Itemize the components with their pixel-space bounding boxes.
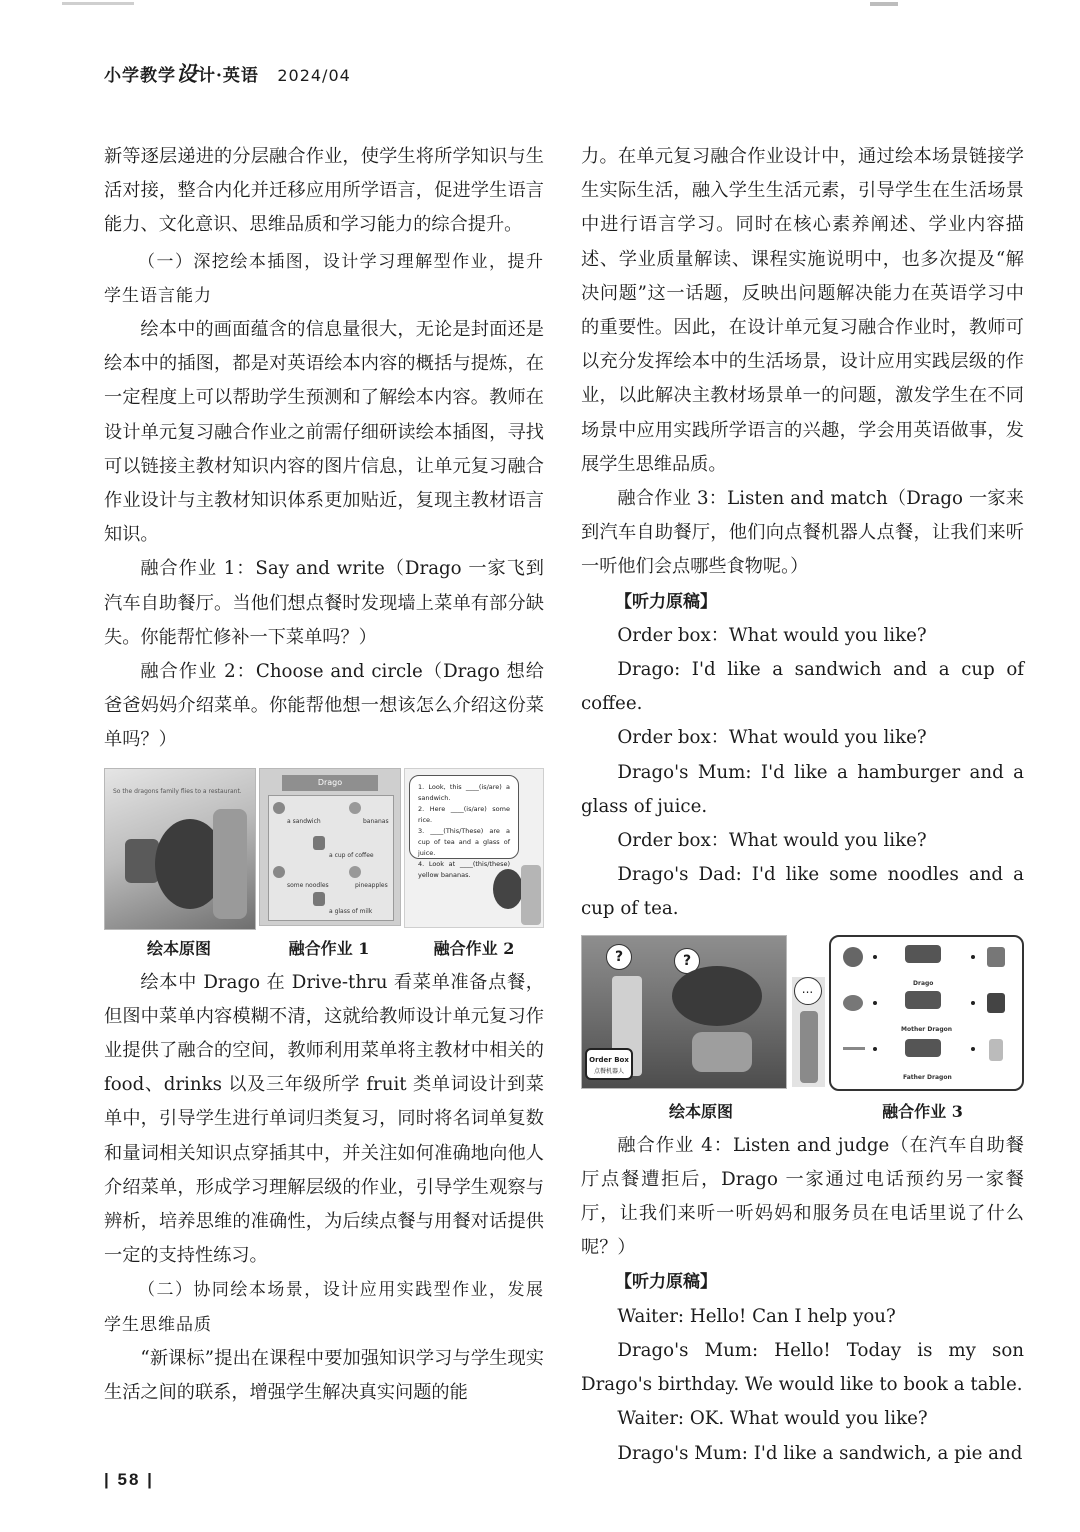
figure-right	[581, 935, 1024, 1091]
thought-bubble: ...	[794, 977, 822, 1005]
dialog-line: Waiter: OK. What would you like?	[617, 1408, 928, 1430]
paragraph: “新课标”提出在课程中要加强知识学习与学生现实生活之间的联系，增强学生解决真实问题的能	[104, 1347, 544, 1404]
food-icon	[843, 995, 863, 1011]
drago-photo	[905, 945, 941, 963]
figure-right-captions	[581, 1091, 1024, 1129]
menu-sign: Drago	[282, 775, 378, 791]
script-label: 【听力原稿】	[615, 591, 717, 612]
menu-wall-shape	[213, 809, 247, 919]
question-mark: ?	[674, 948, 700, 974]
paragraph: 新等逐层递进的分层融合作业，使学生将所学知识与生活对接，整合内化并迁移应用所学语言，促进学生语言能力、文化意识、思维品质和学习能力的综合提升。	[104, 146, 544, 236]
picture-book-image	[104, 768, 256, 930]
fruit-icon	[349, 802, 361, 814]
figure-left-captions	[104, 928, 544, 966]
drink-icon	[313, 892, 325, 906]
menu-item: some noodles	[287, 881, 329, 889]
menu-wall-shape	[521, 865, 541, 925]
running-header	[104, 58, 351, 88]
match-label: Mother Dragon	[901, 1025, 953, 1033]
image-top-text: So the dragons family flies to a restaurant.	[113, 787, 242, 795]
task-1: 融合作业 1：Say and write（Drago 一家飞到汽车自助餐厅。当他们想点餐时发现墙上菜单有部分缺失。你能帮忙修补一下菜单吗？）	[104, 558, 544, 648]
menu-item: a glass of milk	[329, 907, 373, 915]
paragraph: 绘本中 Drago 在 Drive-thru 看菜单准备点餐，但图中菜单内容模糊不清，这就给教师设计单元复习作业提供了融合的空间，教师利用菜单将主教材中相关的 food、drinks 以及三年级所学 fruit 类单词设计到菜单中，引导学生进行单词归类复习，同时将名词单复数和量词相关知识点穿插其中，并关注如何准确地向他人介绍菜单，形成学习理解层级的作业，引导学生观察与辨析，培养思维的准确性，为后续点餐与用餐对话提供一定的支持性练习。	[104, 971, 544, 1267]
fruit-icon	[349, 866, 361, 878]
paragraph: 绘本中的画面蕴含的信息量很大，无论是封面还是绘本中的插图，都是对英语绘本内容的概括与提炼，在一定程度上可以帮助学生预测和了解绘本内容。教师在设计单元复习融合作业之前需仔细研读绘本插图，寻找可以链接主教材知识内容的图片信息，让单元复习融合作业设计与主教材知识体系更加贴近，复现主教材语言知识。	[104, 319, 544, 546]
food-icon	[843, 1047, 865, 1050]
figure-caption: 融合作业 1	[288, 938, 370, 958]
dialog-line: Order box：What would you like?	[617, 624, 927, 646]
drink-icon	[313, 836, 325, 850]
food-icon	[273, 802, 285, 814]
figure-caption: 融合作业 3	[882, 1101, 963, 1121]
match-dot	[971, 1047, 975, 1051]
top-edge-mark	[870, 2, 898, 6]
question-mark: ?	[606, 944, 632, 970]
drink-icon	[987, 947, 1005, 967]
mother-dragon-photo	[905, 991, 941, 1009]
dialog-line: Order box：What would you like?	[617, 727, 927, 749]
dialog-line: Drago: I'd like a sandwich and a cup of coffee.	[581, 659, 1024, 715]
top-edge-line	[62, 2, 134, 5]
issue-date: 2024/04	[277, 66, 351, 85]
section-heading-2: （二）协同绘本场景，设计应用实践型作业，发展学生思维品质	[104, 1280, 544, 1335]
dialog-line: Waiter: Hello! Can I help you?	[617, 1305, 896, 1327]
speech-bubble	[409, 775, 519, 879]
magazine-subject: 计·英语	[198, 66, 259, 86]
dialog-line: Drago's Mum: Hello! Today is my son Drago's birthday. We would like to book a table.	[581, 1339, 1024, 1396]
order-box-cn: 点餐机器人	[593, 1067, 624, 1075]
drink-icon	[987, 993, 1005, 1013]
bubble-line: 4. Look at ____(this/these) yellow bananas.	[418, 859, 510, 879]
robot-shape	[800, 1011, 818, 1083]
figure-caption: 绘本原图	[668, 1101, 733, 1121]
match-dot	[971, 1001, 975, 1005]
car-shape	[125, 839, 159, 883]
match-dot	[971, 955, 975, 959]
drink-icon	[989, 1039, 1003, 1061]
task-2: 融合作业 2：Choose and circle（Drago 想给爸爸妈妈介绍菜单。你能帮他想一想该怎么介绍这份菜单吗？）	[104, 661, 544, 751]
menu-item: a cup of coffee	[329, 851, 374, 859]
task-2-image	[404, 768, 544, 928]
food-icon	[273, 866, 285, 878]
dragon-shape	[672, 966, 762, 1026]
dialog-line: Drago's Mum: I'd like a hamburger and a glass of juice.	[581, 761, 1024, 817]
task-4: 融合作业 4：Listen and judge（在汽车自助餐厅点餐遭拒后，Drago 一家通过电话预约另一家餐厅，让我们来听一听妈妈和服务员在电话里说了什么呢？）	[581, 1134, 1024, 1259]
script-label: 【听力原稿】	[615, 1272, 717, 1293]
food-icon	[843, 947, 863, 967]
match-label: Father Dragon	[903, 1073, 952, 1081]
order-box-label	[585, 1048, 633, 1080]
section-heading-1: （一）深挖绘本插图，设计学习理解型作业，提升学生语言能力	[104, 251, 544, 306]
magazine-name: 小学教学	[104, 66, 176, 86]
page-number: | 58 |	[104, 1470, 154, 1489]
match-dot	[873, 1047, 877, 1051]
father-dragon-photo	[905, 1039, 941, 1057]
dragon-shape	[493, 869, 523, 909]
menu-item: bananas	[363, 817, 389, 825]
paragraph: 力。在单元复习融合作业设计中，通过绘本场景链接学生实际生活，融入学生生活元素，引导学生在生活场景中进行语言学习。同时在核心素养阐述、学业内容描述、学业质量解读、课程实施说明中，也多次提及“解决问题”这一话题，反映出问题解决能力在英语学习中的重要性。因此，在设计单元复习融合作业时，教师可以充分发挥绘本中的生活场景，设计应用实践层级的作业，以此解决主教材场景单一的问题，激发学生在不同场景中应用实践所学语言的兴趣，学会用英语做事，发展学生思维品质。	[581, 146, 1024, 475]
bubble-line: 3. ____(This/These) are a cup of tea and a glass of juice.	[418, 826, 510, 857]
bubble-line: 1. Look, this ____(is/are) a sandwich.	[418, 782, 510, 802]
dialog-line: Drago's Dad: I'd like some noodles and a cup of tea.	[581, 864, 1024, 920]
menu-card	[268, 795, 394, 921]
figure-left	[104, 768, 544, 928]
left-column	[104, 140, 544, 1410]
right-column	[581, 140, 1024, 1471]
menu-item: pineapples	[355, 881, 388, 889]
figure-caption: 融合作业 2	[433, 938, 515, 958]
picture-book-image-2	[581, 935, 787, 1089]
page-number-value: 58	[117, 1470, 141, 1489]
order-box-text: Order Box	[589, 1055, 629, 1064]
figure-caption: 绘本原图	[146, 938, 211, 958]
order-robot-image	[792, 977, 825, 1087]
match-dot	[873, 955, 877, 959]
menu-item: a sandwich	[287, 817, 321, 825]
car-shape	[692, 1032, 752, 1072]
top-edge-marks	[0, 0, 1080, 10]
bubble-line: 2. Here ____(is/are) some rice.	[418, 804, 510, 824]
task-1-menu-image	[259, 768, 401, 926]
dialog-line: Drago's Mum: I'd like a sandwich, a pie and	[617, 1442, 1023, 1464]
dialog-line: Order box：What would you like?	[617, 830, 927, 852]
task-3: 融合作业 3：Listen and match（Drago 一家来到汽车自助餐厅，他们向点餐机器人点餐，让我们来听一听他们会点哪些食物呢。）	[581, 488, 1024, 578]
match-label: Drago	[913, 979, 934, 987]
task-3-matching-image	[829, 935, 1024, 1091]
match-dot	[873, 1001, 877, 1005]
magazine-design-char: 设	[176, 61, 198, 86]
